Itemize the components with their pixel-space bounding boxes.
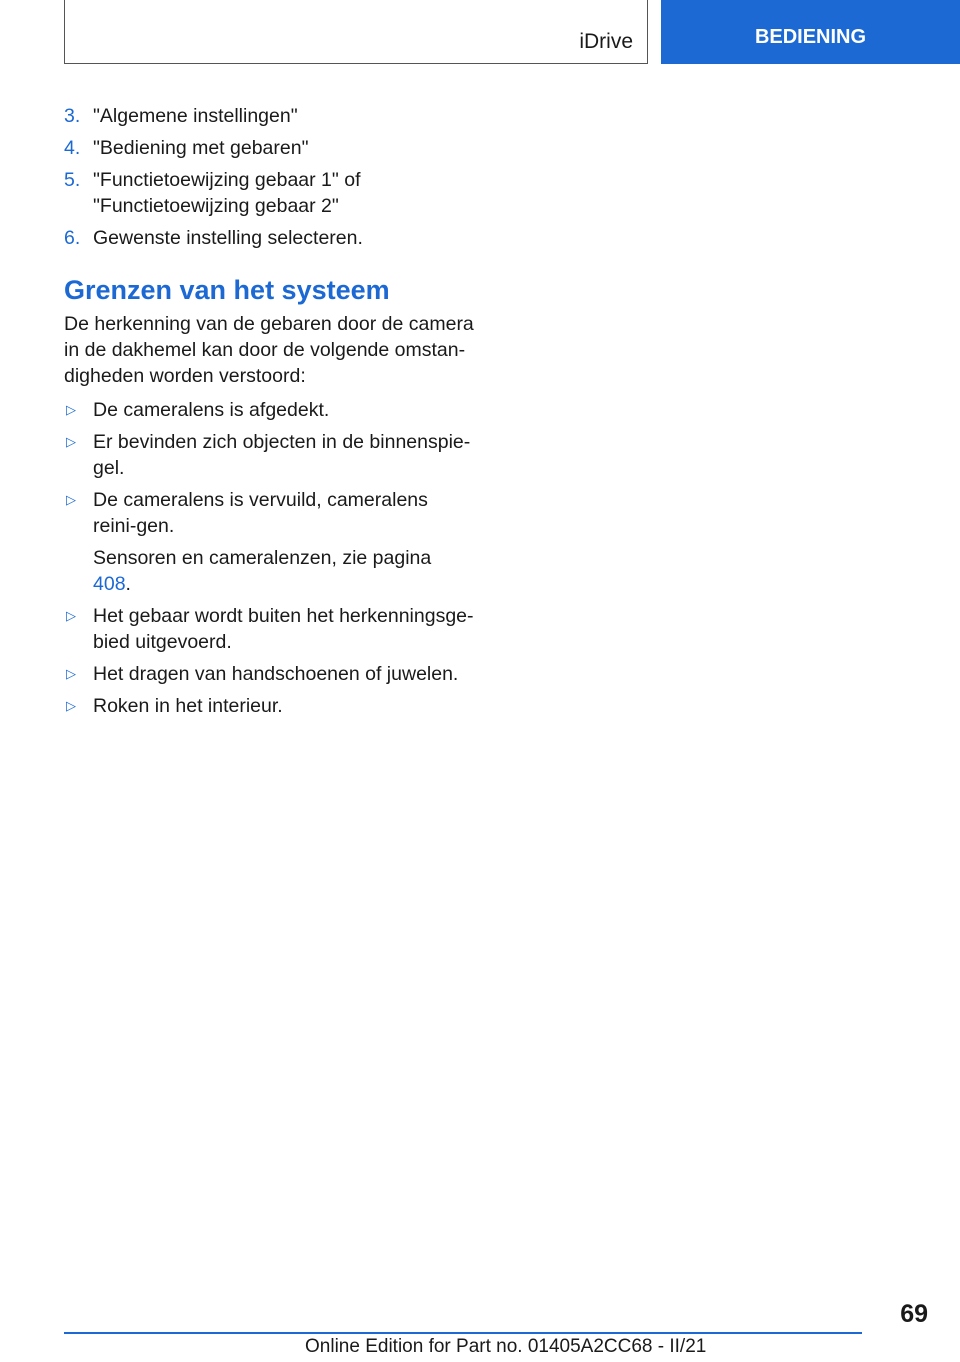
triangle-bullet-icon: ▷ xyxy=(66,434,76,449)
step-number: 6. xyxy=(64,227,81,249)
page-number: 69 xyxy=(900,1300,928,1328)
bullet-note xyxy=(64,545,474,597)
bullet-item xyxy=(64,397,474,423)
bullet-text: De cameralens is afgedekt. xyxy=(93,399,330,421)
step-text: "Functietoewijzing gebaar 1" of "Functietoewijzing gebaar 2" xyxy=(93,169,361,217)
step-text: Gewenste instelling selecteren. xyxy=(93,227,363,249)
footer-text: Online Edition for Part no. 01405A2CC68 - II/21 xyxy=(305,1336,707,1357)
bullet-text: Roken in het interieur. xyxy=(93,695,283,717)
step-text: "Bediening met gebaren" xyxy=(93,137,309,159)
main-content xyxy=(64,103,474,725)
bullet-item xyxy=(64,693,474,719)
step-number: 4. xyxy=(64,137,81,159)
step-number: 3. xyxy=(64,105,81,127)
section-intro: De herkenning van de gebaren door de camera in de dakhemel kan door de volgende omstan-digheden worden verstoord: xyxy=(64,313,474,387)
triangle-bullet-icon: ▷ xyxy=(66,492,76,507)
bullet-text: De cameralens is vervuild, cameralens reini-gen. xyxy=(93,489,428,537)
step-item xyxy=(64,225,474,251)
header-section-box xyxy=(64,0,648,64)
step-item xyxy=(64,135,474,161)
triangle-bullet-icon: ▷ xyxy=(66,698,76,713)
header-section-title: iDrive xyxy=(579,30,633,53)
page-reference-link[interactable]: 408 xyxy=(93,573,126,595)
bullet-text: Er bevinden zich objecten in de binnenspie-gel. xyxy=(93,431,471,479)
footer-divider xyxy=(64,1332,862,1334)
bullet-text: Het dragen van handschoenen of juwelen. xyxy=(93,663,459,685)
bullet-item xyxy=(64,429,474,481)
bullet-item xyxy=(64,661,474,687)
section-heading: Grenzen van het systeem xyxy=(64,275,390,305)
step-text: "Algemene instellingen" xyxy=(93,105,298,127)
bullet-item xyxy=(64,603,474,655)
note-end: . xyxy=(125,573,131,595)
step-item xyxy=(64,167,474,219)
bullet-item xyxy=(64,487,474,539)
triangle-bullet-icon: ▷ xyxy=(66,608,76,623)
step-number: 5. xyxy=(64,169,81,191)
bullet-text: Het gebaar wordt buiten het herkenningsge-bied uitgevoerd. xyxy=(93,605,474,653)
step-item xyxy=(64,103,474,129)
header-chapter-tab xyxy=(661,0,960,64)
triangle-bullet-icon: ▷ xyxy=(66,402,76,417)
triangle-bullet-icon: ▷ xyxy=(66,666,76,681)
note-text: Sensoren en cameralenzen, zie pagina xyxy=(93,547,432,569)
header-chapter-title: BEDIENING xyxy=(754,25,867,48)
